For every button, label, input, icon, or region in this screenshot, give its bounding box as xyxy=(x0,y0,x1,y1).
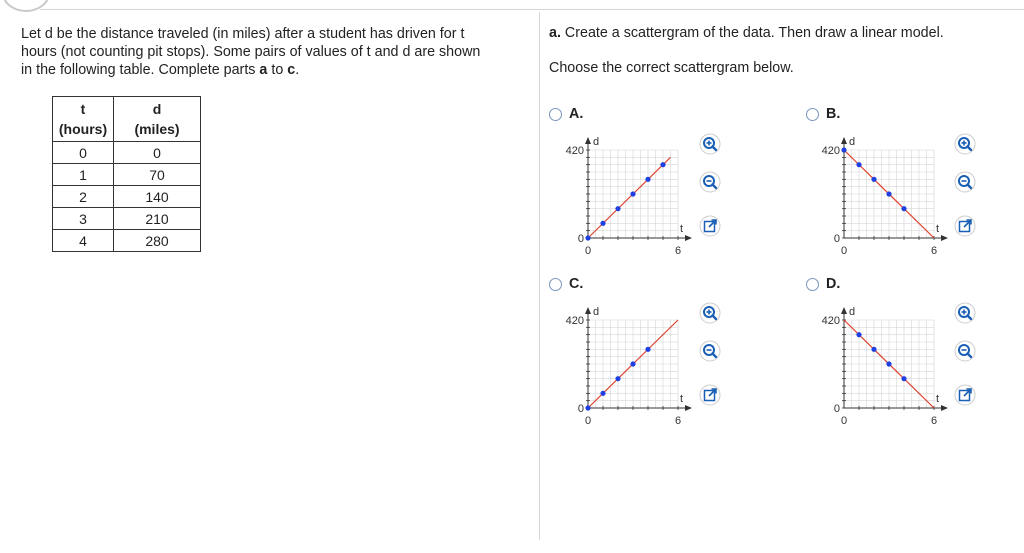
open-window-icon[interactable] xyxy=(954,215,976,237)
table-row: 4 280 xyxy=(53,230,201,252)
y-axis-label: d xyxy=(849,136,856,148)
open-window-icon[interactable] xyxy=(954,384,976,406)
y-axis-label: d xyxy=(593,306,600,318)
question-subtext: Choose the correct scattergram below. xyxy=(549,60,794,76)
data-point xyxy=(886,361,891,366)
data-point xyxy=(645,177,650,182)
scattergram-c xyxy=(555,300,705,425)
header-t: t (hours) xyxy=(53,97,114,142)
data-point xyxy=(871,347,876,352)
data-point xyxy=(660,162,665,167)
data-point xyxy=(600,391,605,396)
table-row: 2 140 xyxy=(53,186,201,208)
radio-a[interactable] xyxy=(549,108,562,121)
data-point xyxy=(871,177,876,182)
x-tick-label: 0 xyxy=(584,415,592,427)
data-point xyxy=(856,332,861,337)
data-point xyxy=(630,361,635,366)
zoom-out-icon[interactable] xyxy=(699,340,721,362)
y-tick-label: 420 xyxy=(565,315,584,327)
x-tick-label: 0 xyxy=(840,245,848,257)
problem-statement xyxy=(21,25,531,79)
x-tick-label: 6 xyxy=(674,245,682,257)
y-axis-arrow xyxy=(585,137,591,144)
data-point xyxy=(901,376,906,381)
option-b[interactable]: B. xyxy=(806,106,840,122)
data-point xyxy=(585,405,590,410)
y-tick-label: 420 xyxy=(821,315,840,327)
data-point xyxy=(645,347,650,352)
zoom-in-icon[interactable] xyxy=(954,302,976,324)
x-axis-arrow xyxy=(685,235,692,241)
option-d[interactable]: D. xyxy=(806,276,840,292)
nav-circle xyxy=(2,0,50,12)
y-tick-label: 420 xyxy=(821,145,840,157)
scattergram-d xyxy=(811,300,961,425)
problem-line-3: in the following table. Complete parts a to c. xyxy=(21,62,300,78)
question-prompt: a. Create a scattergram of the data. Then draw a linear model. xyxy=(549,25,944,41)
table-row: 3 210 xyxy=(53,208,201,230)
x-axis-arrow xyxy=(941,405,948,411)
x-tick-label: 0 xyxy=(584,245,592,257)
open-window-icon[interactable] xyxy=(699,215,721,237)
zoom-out-icon[interactable] xyxy=(954,340,976,362)
data-point xyxy=(630,191,635,196)
x-axis-arrow xyxy=(685,405,692,411)
data-point xyxy=(841,147,846,152)
x-axis-label: t xyxy=(936,223,940,235)
data-point xyxy=(901,206,906,211)
data-point xyxy=(886,191,891,196)
data-table xyxy=(52,96,201,252)
zoom-out-icon[interactable] xyxy=(699,171,721,193)
data-point xyxy=(856,162,861,167)
data-point xyxy=(615,206,620,211)
x-tick-label: 6 xyxy=(930,245,938,257)
radio-c[interactable] xyxy=(549,278,562,291)
data-point xyxy=(600,221,605,226)
table-header-row xyxy=(53,97,201,142)
linear-model-line xyxy=(588,157,671,238)
y-axis-label: d xyxy=(849,306,856,318)
scattergram-a xyxy=(555,130,705,255)
x-tick-label: 0 xyxy=(840,415,848,427)
open-window-icon[interactable] xyxy=(699,384,721,406)
y-tick-label: 420 xyxy=(565,145,584,157)
part-a-ref: a xyxy=(259,62,268,78)
x-axis-label: t xyxy=(680,393,684,405)
zoom-in-icon[interactable] xyxy=(699,302,721,324)
problem-line-2: hours (not counting pit stops). Some pairs of values of t and d are shown xyxy=(21,44,481,60)
data-point xyxy=(585,235,590,240)
scattergram-b xyxy=(811,130,961,255)
column-divider xyxy=(539,12,540,540)
y-tick-label: 0 xyxy=(577,233,584,245)
zoom-out-icon[interactable] xyxy=(954,171,976,193)
radio-b[interactable] xyxy=(806,108,819,121)
header-d: d (miles) xyxy=(114,97,201,142)
x-tick-label: 6 xyxy=(674,415,682,427)
x-axis-arrow xyxy=(941,235,948,241)
top-divider xyxy=(40,9,1024,10)
y-axis-label: d xyxy=(593,136,600,148)
option-c[interactable]: C. xyxy=(549,276,583,292)
y-tick-label: 0 xyxy=(833,403,840,415)
y-axis-arrow xyxy=(585,307,591,314)
x-axis-label: t xyxy=(680,223,684,235)
y-axis-arrow xyxy=(841,307,847,314)
table-row: 1 70 xyxy=(53,164,201,186)
y-axis-arrow xyxy=(841,137,847,144)
problem-line-1: Let d be the distance traveled (in miles) after a student has driven for t xyxy=(21,26,465,42)
x-axis-label: t xyxy=(936,393,940,405)
option-a[interactable]: A. xyxy=(549,106,583,122)
table-row: 0 0 xyxy=(53,142,201,164)
zoom-in-icon[interactable] xyxy=(699,133,721,155)
y-tick-label: 0 xyxy=(833,233,840,245)
data-point xyxy=(615,376,620,381)
x-tick-label: 6 xyxy=(930,415,938,427)
radio-d[interactable] xyxy=(806,278,819,291)
zoom-in-icon[interactable] xyxy=(954,133,976,155)
y-tick-label: 0 xyxy=(577,403,584,415)
part-c-ref: c xyxy=(287,62,296,78)
